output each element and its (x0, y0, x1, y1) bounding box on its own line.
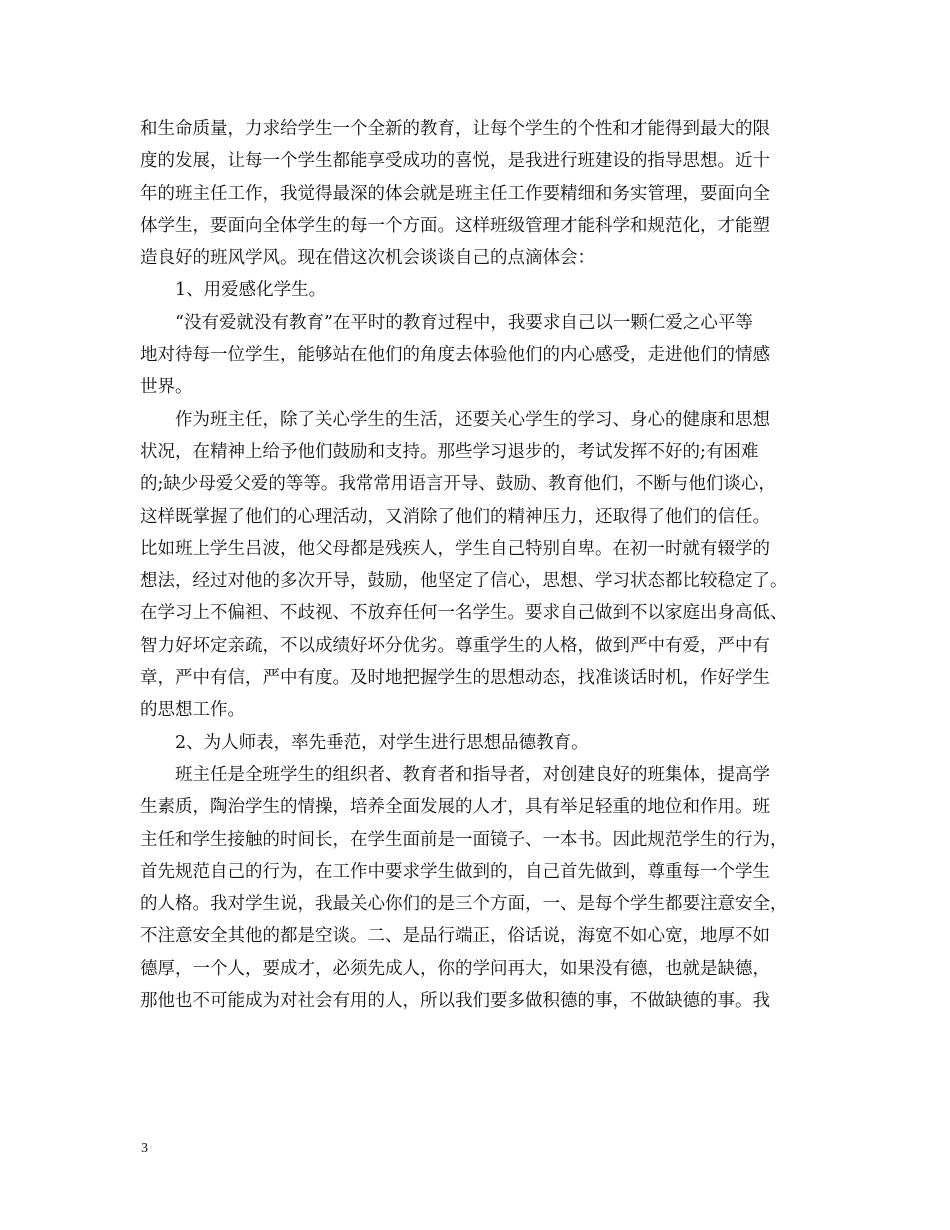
text-line: 的;缺少母爱父爱的等等。我常常用语言开导、鼓励、教育他们，不断与他们谈心， (140, 474, 776, 495)
text-line: 主任和学生接触的时间长，在学生面前是一面镜子、一本书。因此规范学生的行为， (140, 829, 788, 850)
page-number: 3 (141, 1141, 148, 1156)
text-line: 章，严中有信，严中有度。及时地把握学生的思想动态，找准谈话时机，作好学生 (140, 668, 770, 689)
text-line: 的思想工作。 (140, 700, 245, 721)
text-line: 和生命质量，力求给学生一个全新的教育，让每个学生的个性和才能得到最大的限 (140, 119, 770, 139)
text-line: 状况，在精神上给予他们鼓励和支持。那些学习退步的，考试发挥不好的;有困难 (140, 441, 759, 462)
text-line: 地对待每一位学生，能够站在他们的角度去体验他们的内心感受，走进他们的情感 (140, 345, 770, 366)
text-line: 比如班上学生吕波，他父母都是残疾人，学生自己特别自卑。在初一时就有辍学的 (140, 538, 770, 559)
text-line: 作为班主任，除了关心学生的生活，还要关心学生的学习、身心的健康和思想 (175, 409, 770, 430)
text-line: 想法，经过对他的多次开导，鼓励，他坚定了信心，思想、学习状态都比较稳定了。 (140, 571, 788, 592)
text-line: 的人格。我对学生说，我最关心你们的是三个方面，一、是每个学生都要注意安全， (140, 894, 788, 915)
text-line: 不注意安全其他的都是空谈。二、是品行端正，俗话说，海宽不如心宽，地厚不如 (140, 926, 770, 947)
text-line: 智力好坏定亲疏，不以成绩好坏分优劣。尊重学生的人格，做到严中有爱，严中有 (140, 635, 770, 656)
text-line: 德厚，一个人，要成才，必须先成人，你的学问再大，如果没有德，也就是缺德， (140, 958, 770, 979)
text-line: 体学生，要面向全体学生的每一个方面。这样班级管理才能科学和规范化，才能塑 (140, 215, 770, 236)
text-line: 在学习上不偏袒、不歧视、不放弃任何一名学生。要求自己做到不以家庭出身高低、 (140, 603, 788, 624)
text-line: 世界。 (140, 377, 193, 398)
body-text (140, 113, 826, 1017)
text-line: 度的发展，让每一个学生都能享受成功的喜悦，是我进行班建设的指导思想。近十 (140, 151, 770, 172)
text-line: 生素质，陶治学生的情操，培养全面发展的人才，具有举足轻重的地位和作用。班 (140, 797, 770, 818)
text-line: 年的班主任工作，我觉得最深的体会就是班主任工作要精细和务实管理，要面向全 (140, 183, 770, 204)
text-line: “没有爱就没有教育”在平时的教育过程中，我要求自己以一颗仁爱之心平等 (175, 312, 753, 333)
text-line: 那他也不可能成为对社会有用的人，所以我们要多做积德的事，不做缺德的事。我 (140, 991, 770, 1012)
text-line: 1、用爱感化学生。 (175, 280, 327, 301)
text-line: 造良好的班风学风。现在借这次机会谈谈自己的点滴体会： (140, 248, 595, 269)
text-line: 首先规范自己的行为，在工作中要求学生做到的，自己首先做到，尊重每一个学生 (140, 861, 770, 882)
text-line: 这样既掌握了他们的心理活动，又消除了他们的精神压力，还取得了他们的信任。 (140, 506, 770, 527)
text-line: 班主任是全班学生的组织者、教育者和指导者，对创建良好的班集体，提高学 (175, 764, 770, 785)
text-line: 2、为人师表，率先垂范，对学生进行思想品德教育。 (175, 732, 589, 753)
